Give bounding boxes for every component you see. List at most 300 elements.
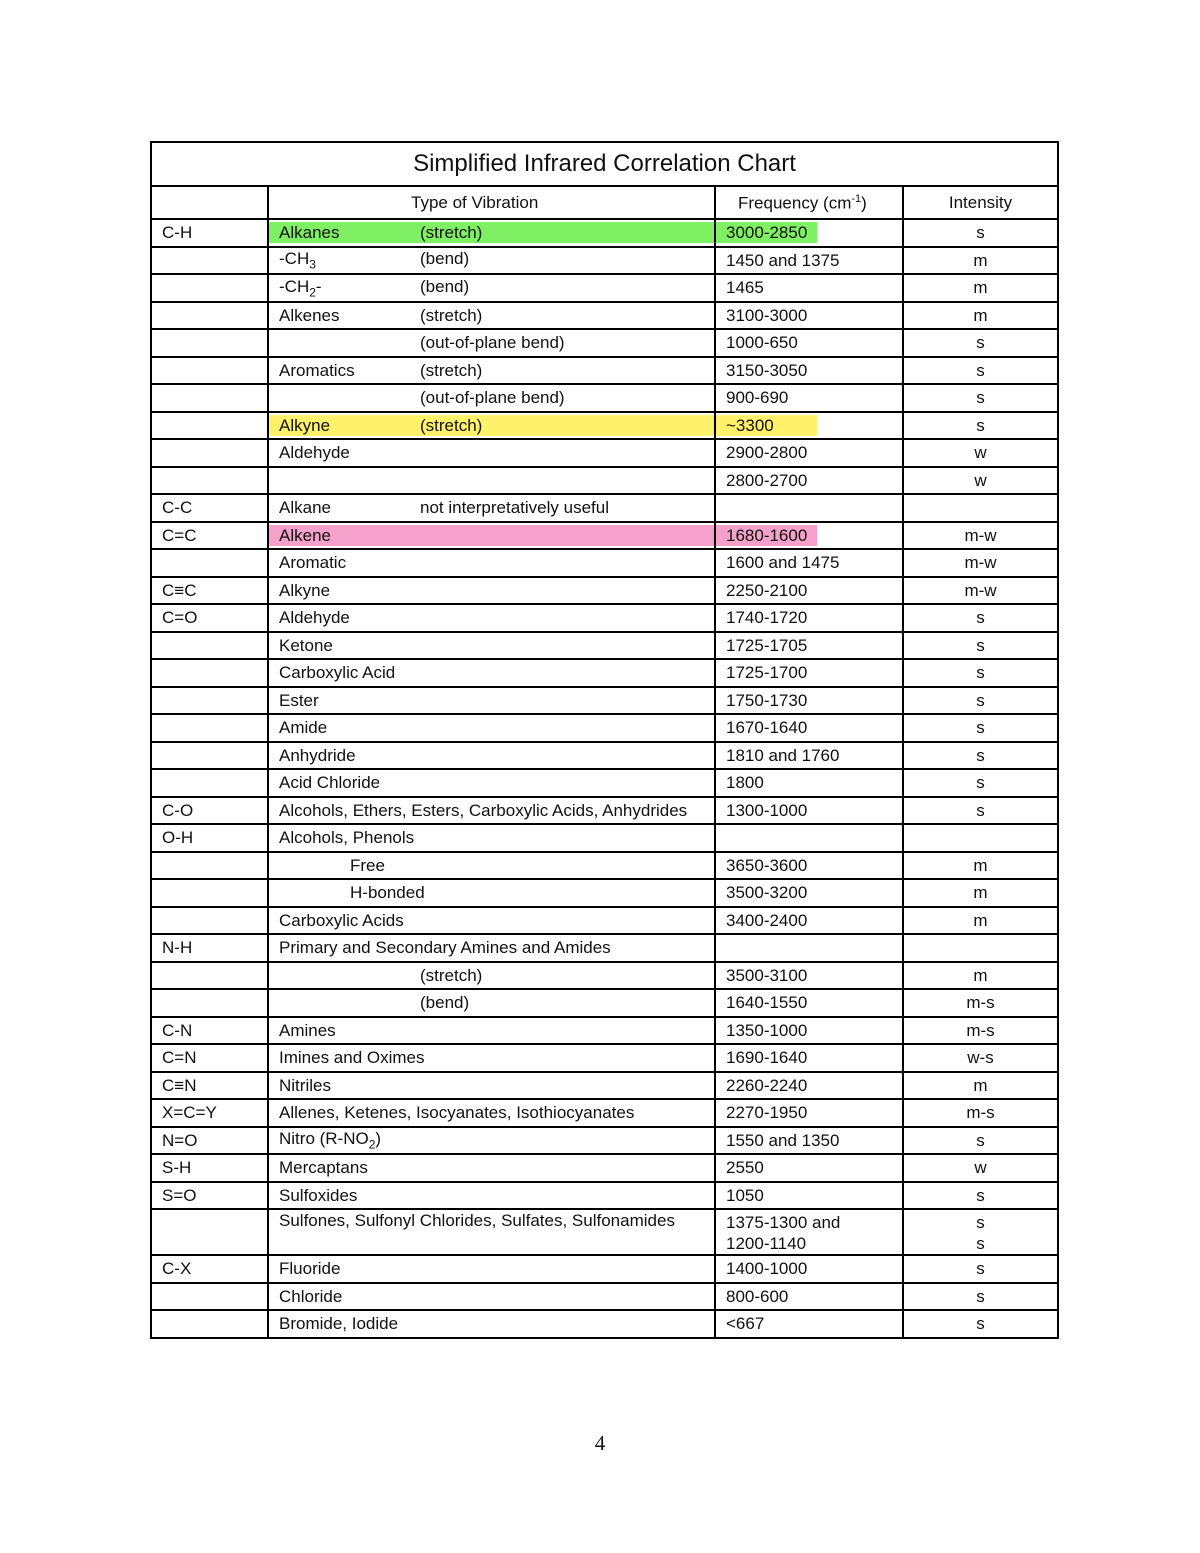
intensity-cell	[903, 1255, 1058, 1283]
frequency-cell	[715, 1255, 903, 1283]
vibration-cell	[268, 467, 715, 495]
table-row	[151, 577, 1058, 605]
intensity-cell	[903, 384, 1058, 412]
frequency-value: 2250-2100	[726, 580, 808, 600]
header-frequency	[715, 186, 903, 219]
vibration-type	[279, 608, 350, 627]
intensity-value: s	[976, 415, 985, 435]
intensity-cell	[903, 1310, 1058, 1338]
intensity-cell	[903, 274, 1058, 302]
frequency-cell	[715, 1099, 903, 1127]
intensity-cell	[903, 852, 1058, 880]
bond-cell	[151, 384, 268, 412]
frequency-cell	[715, 632, 903, 660]
header-frequency-close: )	[861, 193, 867, 213]
frequency-cell	[715, 1283, 903, 1311]
vibration-type	[279, 1076, 331, 1095]
vibration-type	[279, 663, 395, 682]
frequency-cell	[715, 412, 903, 440]
vibration-type-tail: -	[315, 276, 322, 296]
table-row	[151, 879, 1058, 907]
vibration-type	[279, 746, 356, 765]
table-row	[151, 467, 1058, 495]
bond-cell	[151, 1209, 268, 1255]
vibration-cell	[268, 962, 715, 990]
vibration-cell	[268, 1310, 715, 1338]
bond-cell	[151, 907, 268, 935]
frequency-cell	[715, 494, 903, 522]
vibration-type	[279, 1129, 382, 1152]
highlight-yellow	[269, 415, 715, 436]
table-row	[151, 714, 1058, 742]
vibration-cell	[268, 907, 715, 935]
vibration-cell	[268, 384, 715, 412]
frequency-value: 900-690	[726, 388, 789, 408]
frequency-value: 1725-1705	[726, 635, 808, 655]
frequency-cell	[715, 659, 903, 687]
ir-correlation-table	[150, 141, 1059, 1339]
intensity-cell	[903, 907, 1058, 935]
vibration-mode: (out-of-plane bend)	[420, 333, 565, 353]
vibration-mode: (stretch)	[420, 360, 483, 380]
bond-cell: C=C	[151, 522, 268, 550]
intensity-value: m	[973, 910, 988, 930]
vibration-type	[279, 1158, 368, 1177]
frequency-value: 1680-1600	[716, 525, 817, 546]
frequency-cell	[715, 522, 903, 550]
intensity-value: s	[976, 608, 985, 628]
frequency-value: 2270-1950	[726, 1103, 808, 1123]
frequency-value: 800-600	[726, 1286, 789, 1306]
bond-cell	[151, 412, 268, 440]
frequency-value: 1670-1640	[726, 718, 808, 738]
bond-cell: C-N	[151, 1017, 268, 1045]
vibration-type-text: Alkene	[279, 525, 331, 545]
table-row	[151, 1154, 1058, 1182]
frequency-cell	[715, 357, 903, 385]
intensity-cell	[903, 439, 1058, 467]
vibration-cell	[268, 1072, 715, 1100]
intensity-value: s	[976, 635, 985, 655]
vibration-type-text: Carboxylic Acid	[279, 663, 396, 683]
vibration-type-text: Anhydride	[279, 745, 356, 765]
frequency-cell	[715, 962, 903, 990]
bond-cell	[151, 329, 268, 357]
intensity-cell	[903, 604, 1058, 632]
frequency-cell	[715, 329, 903, 357]
frequency-value: 2550	[726, 1158, 764, 1178]
page-number: 4	[594, 1431, 606, 1455]
vibration-type	[279, 581, 330, 600]
intensity-value: w	[974, 443, 987, 463]
frequency-cell	[715, 1127, 903, 1155]
intensity-value: m-w	[964, 525, 997, 545]
vibration-type-text: Alkane	[279, 498, 331, 518]
table-row	[151, 1017, 1058, 1045]
vibration-cell	[268, 769, 715, 797]
vibration-cell	[268, 1283, 715, 1311]
vibration-type-text: Allenes, Ketenes, Isocyanates, Isothiocyanates	[279, 1103, 635, 1123]
frequency-cell	[715, 824, 903, 852]
intensity-value: s	[976, 800, 985, 820]
vibration-type-text: Aromatics	[279, 360, 355, 380]
bond-cell	[151, 357, 268, 385]
table-row	[151, 1255, 1058, 1283]
vibration-cell	[268, 714, 715, 742]
table-row	[151, 1283, 1058, 1311]
table-row	[151, 852, 1058, 880]
bond-cell: N-H	[151, 934, 268, 962]
intensity-value: m	[973, 1075, 988, 1095]
intensity-value: w-s	[967, 1048, 994, 1068]
table-row	[151, 659, 1058, 687]
intensity-cell	[903, 632, 1058, 660]
intensity-cell	[903, 1283, 1058, 1311]
frequency-value: 1740-1720	[726, 608, 808, 628]
vibration-type	[279, 1048, 425, 1067]
vibration-type	[279, 250, 420, 270]
intensity-cell	[903, 247, 1058, 275]
frequency-value: 2800-2700	[726, 470, 808, 490]
intensity-cell	[903, 1072, 1058, 1100]
vibration-cell	[268, 522, 715, 550]
vibration-subtype: H-bonded	[350, 883, 425, 903]
frequency-value: 1300-1000	[726, 800, 808, 820]
vibration-cell	[268, 247, 715, 275]
vibration-cell	[268, 1017, 715, 1045]
frequency-value: 1375-1300 and	[726, 1213, 841, 1232]
header-type-cell	[268, 186, 715, 219]
vibration-type	[279, 1021, 336, 1040]
vibration-cell	[268, 879, 715, 907]
vibration-mode: (stretch)	[420, 223, 483, 243]
frequency-value: 3650-3600	[726, 855, 808, 875]
table-row	[151, 1182, 1058, 1210]
vibration-type	[279, 553, 346, 572]
bond-cell: C-H	[151, 219, 268, 247]
bond-cell: C=N	[151, 1044, 268, 1072]
bond-cell: N=O	[151, 1127, 268, 1155]
bond-cell: C≡N	[151, 1072, 268, 1100]
intensity-value: w	[974, 470, 987, 490]
vibration-type-text: Nitriles	[279, 1075, 331, 1095]
vibration-type-text: Sulfones, Sulfonyl Chlorides, Sulfates, Sulfonamides	[279, 1211, 675, 1230]
bond-cell: C-X	[151, 1255, 268, 1283]
intensity-value: s	[976, 773, 985, 793]
vibration-type-text: Alcohols, Phenols	[279, 828, 415, 848]
vibration-mode: not interpretatively useful	[420, 498, 609, 518]
vibration-subtype: Free	[350, 855, 385, 875]
frequency-cell	[715, 549, 903, 577]
vibration-type-text: Alkanes	[279, 223, 340, 243]
table-row	[151, 219, 1058, 247]
intensity-cell	[903, 769, 1058, 797]
header-type: Type of Vibration	[411, 193, 539, 212]
frequency-cell	[715, 1182, 903, 1210]
vibration-cell	[268, 1154, 715, 1182]
frequency-cell	[715, 1017, 903, 1045]
frequency-cell	[715, 1310, 903, 1338]
intensity-value: m	[973, 965, 988, 985]
intensity-cell	[903, 467, 1058, 495]
vibration-cell	[268, 329, 715, 357]
intensity-cell	[903, 659, 1058, 687]
vibration-type	[279, 307, 420, 324]
table-row	[151, 247, 1058, 275]
bond-cell	[151, 742, 268, 770]
header-frequency-label	[726, 194, 867, 212]
vibration-type	[279, 938, 611, 957]
bond-cell	[151, 549, 268, 577]
vibration-type-text: -CH	[279, 276, 310, 296]
vibration-cell	[268, 302, 715, 330]
intensity-value: s	[976, 1259, 985, 1279]
intensity-cell	[903, 329, 1058, 357]
intensity-cell	[903, 687, 1058, 715]
frequency-cell	[715, 714, 903, 742]
intensity-value: s	[976, 1213, 985, 1232]
intensity-cell	[903, 824, 1058, 852]
intensity-value: m-w	[964, 553, 997, 573]
vibration-cell	[268, 824, 715, 852]
table-row	[151, 549, 1058, 577]
intensity-cell	[903, 1154, 1058, 1182]
table-body	[151, 142, 1058, 1338]
table-row	[151, 824, 1058, 852]
table-row	[151, 742, 1058, 770]
vibration-cell	[268, 577, 715, 605]
vibration-cell	[268, 1127, 715, 1155]
vibration-type-text: Ketone	[279, 635, 333, 655]
frequency-cell	[715, 604, 903, 632]
frequency-value: 1600 and 1475	[726, 553, 840, 573]
vibration-type-text: Fluoride	[279, 1259, 341, 1279]
vibration-cell	[268, 659, 715, 687]
vibration-type	[279, 828, 414, 847]
intensity-value: m-s	[966, 1103, 995, 1123]
intensity-value: m	[973, 883, 988, 903]
intensity-value: m	[973, 250, 988, 270]
frequency-value: 3100-3000	[726, 305, 808, 325]
frequency-cell	[715, 247, 903, 275]
bond-cell	[151, 852, 268, 880]
bond-cell	[151, 962, 268, 990]
frequency-cell	[715, 879, 903, 907]
intensity-cell	[903, 742, 1058, 770]
table-row	[151, 687, 1058, 715]
vibration-type-text: Alkenes	[279, 305, 340, 325]
intensity-cell	[903, 934, 1058, 962]
intensity-cell	[903, 357, 1058, 385]
vibration-type	[279, 278, 420, 298]
vibration-cell	[268, 742, 715, 770]
table-row	[151, 1044, 1058, 1072]
intensity-value: w	[974, 1158, 987, 1178]
intensity-cell	[903, 1182, 1058, 1210]
table-row	[151, 1072, 1058, 1100]
frequency-cell	[715, 439, 903, 467]
intensity-value: s	[976, 388, 985, 408]
bond-cell	[151, 714, 268, 742]
vibration-type-tail: )	[375, 1129, 382, 1149]
frequency-cell	[715, 769, 903, 797]
vibration-type-text: Aldehyde	[279, 443, 350, 463]
vibration-mode: (bend)	[420, 993, 470, 1013]
bond-cell	[151, 659, 268, 687]
vibration-type	[279, 691, 319, 710]
intensity-value: m	[973, 278, 988, 298]
vibration-type	[279, 1186, 357, 1205]
vibration-mode: (stretch)	[420, 965, 483, 985]
vibration-cell	[268, 1182, 715, 1210]
table-row	[151, 302, 1058, 330]
frequency-cell	[715, 1209, 903, 1255]
intensity-cell	[903, 302, 1058, 330]
frequency-value-2: 1200-1140	[726, 1234, 807, 1253]
vibration-type-text: Mercaptans	[279, 1158, 368, 1178]
frequency-value: 1800	[726, 773, 764, 793]
vibration-type	[279, 1314, 398, 1333]
frequency-value: 1725-1700	[726, 663, 808, 683]
vibration-type-text: Chloride	[279, 1286, 343, 1306]
vibration-type-text: Alkyne	[279, 415, 331, 435]
intensity-value: s	[976, 333, 985, 353]
vibration-cell	[268, 604, 715, 632]
vibration-type	[279, 773, 380, 792]
intensity-cell	[903, 797, 1058, 825]
vibration-mode: (stretch)	[420, 305, 483, 325]
frequency-cell	[715, 1154, 903, 1182]
vibration-subscript: 2	[309, 284, 316, 299]
frequency-cell	[715, 302, 903, 330]
vibration-cell	[268, 219, 715, 247]
bond-cell	[151, 274, 268, 302]
frequency-value: 1050	[726, 1185, 764, 1205]
frequency-cell	[715, 1044, 903, 1072]
bond-cell	[151, 769, 268, 797]
intensity-value: s	[976, 718, 985, 738]
vibration-cell	[268, 797, 715, 825]
intensity-value: s	[976, 1130, 985, 1150]
frequency-value: 1640-1550	[726, 993, 808, 1013]
vibration-type-text: Alcohols, Ethers, Esters, Carboxylic Acids, Anhydrides	[279, 800, 688, 820]
vibration-type-text: Bromide, Iodide	[279, 1314, 399, 1334]
frequency-cell	[715, 907, 903, 935]
bond-cell: X=C=Y	[151, 1099, 268, 1127]
vibration-type	[279, 718, 327, 737]
table-title: Simplified Infrared Correlation Chart	[151, 142, 1058, 186]
intensity-value-2: s	[976, 1234, 985, 1253]
vibration-cell	[268, 1099, 715, 1127]
bond-cell: S=O	[151, 1182, 268, 1210]
bond-cell	[151, 302, 268, 330]
intensity-cell	[903, 962, 1058, 990]
frequency-value: 3150-3050	[726, 360, 808, 380]
intensity-value: m-w	[964, 580, 997, 600]
bond-cell: C-O	[151, 797, 268, 825]
intensity-value: s	[976, 1286, 985, 1306]
intensity-value: s	[976, 223, 985, 243]
frequency-cell	[715, 274, 903, 302]
vibration-type-text: Aldehyde	[279, 608, 350, 628]
vibration-subscript: 3	[309, 257, 316, 272]
table-row	[151, 604, 1058, 632]
intensity-value: m-s	[966, 993, 995, 1013]
table-row	[151, 1209, 1058, 1255]
header-bond	[151, 186, 268, 219]
vibration-type	[279, 526, 331, 545]
header-row	[151, 186, 1058, 219]
intensity-cell	[903, 1017, 1058, 1045]
frequency-value: 1465	[726, 278, 764, 298]
intensity-cell	[903, 714, 1058, 742]
frequency-cell	[715, 742, 903, 770]
vibration-cell	[268, 1255, 715, 1283]
vibration-type-text: Sulfoxides	[279, 1185, 358, 1205]
table-row	[151, 329, 1058, 357]
bond-cell	[151, 1283, 268, 1311]
frequency-value: 1550 and 1350	[726, 1130, 840, 1150]
table-row	[151, 274, 1058, 302]
vibration-type-text: Alkyne	[279, 580, 331, 600]
vibration-type-text: Amines	[279, 1020, 336, 1040]
vibration-cell	[268, 687, 715, 715]
frequency-value: 1350-1000	[726, 1020, 808, 1040]
table-row	[151, 907, 1058, 935]
vibration-cell	[268, 439, 715, 467]
frequency-value: 1750-1730	[726, 690, 808, 710]
table-row	[151, 439, 1058, 467]
vibration-type	[279, 1103, 634, 1122]
table-row	[151, 1310, 1058, 1338]
table-row	[151, 412, 1058, 440]
header-intensity: Intensity	[903, 186, 1058, 219]
intensity-cell	[903, 549, 1058, 577]
table-row	[151, 494, 1058, 522]
vibration-subscript: 2	[368, 1137, 376, 1152]
vibration-cell	[268, 934, 715, 962]
bond-cell	[151, 439, 268, 467]
frequency-value: 1000-650	[726, 333, 798, 353]
vibration-type	[279, 417, 420, 434]
vibration-cell	[268, 1044, 715, 1072]
vibration-type-text: Primary and Secondary Amines and Amides	[279, 938, 611, 958]
vibration-type-text: Aromatic	[279, 553, 347, 573]
vibration-type-text: Carboxylic Acids	[279, 910, 404, 930]
table-row	[151, 797, 1058, 825]
bond-cell	[151, 1310, 268, 1338]
intensity-cell	[903, 522, 1058, 550]
frequency-cell	[715, 687, 903, 715]
frequency-value: ~3300	[716, 415, 817, 436]
intensity-value: m	[973, 305, 988, 325]
frequency-value: 2900-2800	[726, 443, 808, 463]
frequency-cell	[715, 934, 903, 962]
vibration-type-text: -CH	[279, 249, 310, 269]
vibration-mode: (bend)	[420, 249, 470, 269]
frequency-value: 1690-1640	[726, 1048, 808, 1068]
intensity-cell	[903, 879, 1058, 907]
table-row	[151, 632, 1058, 660]
bond-cell: O-H	[151, 824, 268, 852]
table-row	[151, 522, 1058, 550]
frequency-value: 3400-2400	[726, 910, 808, 930]
bond-cell	[151, 687, 268, 715]
frequency-value: 1810 and 1760	[726, 745, 840, 765]
table-row	[151, 989, 1058, 1017]
vibration-type	[279, 224, 420, 241]
intensity-cell	[903, 412, 1058, 440]
